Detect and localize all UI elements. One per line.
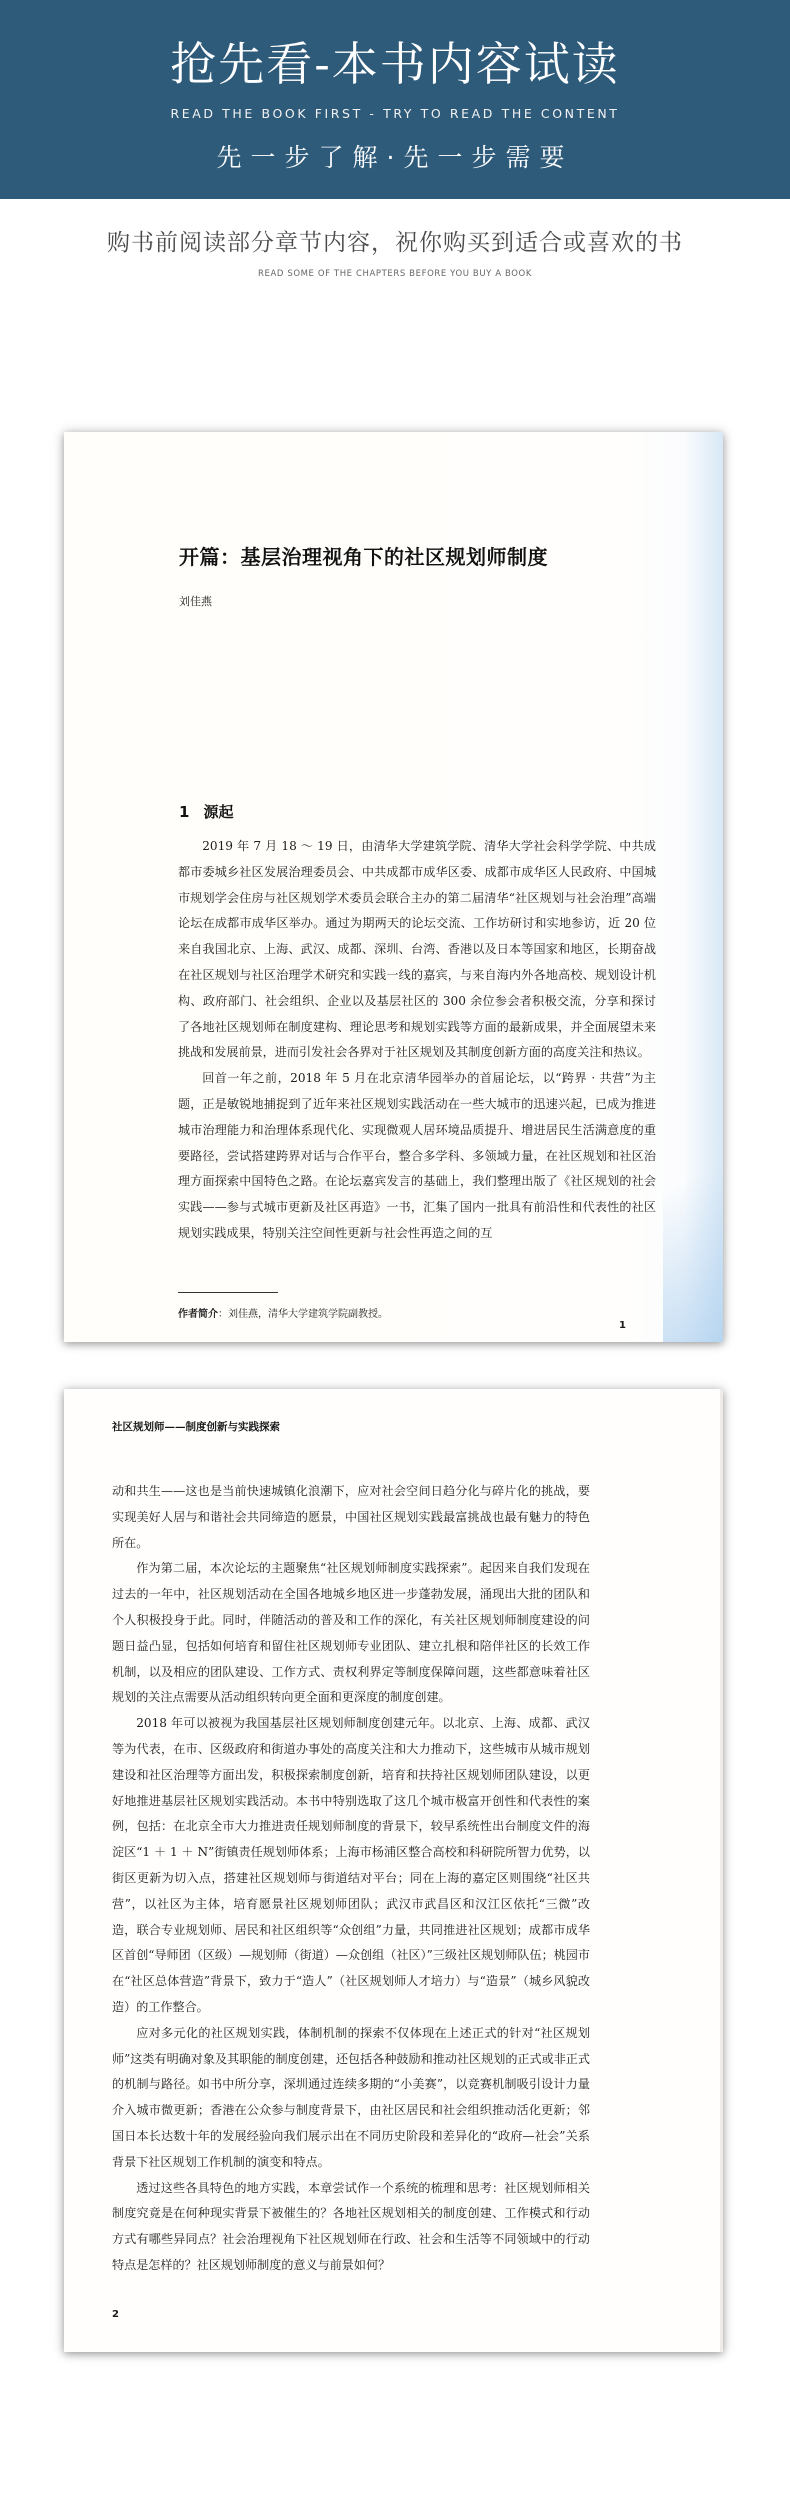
page-edge-glow	[663, 1142, 723, 1342]
section-number: 1	[179, 803, 190, 821]
paragraph: 应对多元化的社区规划实践，体制机制的探索不仅体现在上述正式的针对“社区规划师”这类有明确对象及其职能的制度创建，还包括各种鼓励和推动社区规划的正式或非正式的机制与路径。如书中所分享，深圳通过连续多期的“小美赛”，以竞赛机制吸引设计力量介入城市微更新；香港在公众参与制度背景下，由社区居民和社会组织推动活化更新；邻国日本长达数十年的发展经验向我们展示出在不同历史阶段和差异化的“政府—社会”关系背景下社区规划工作机制的演变和特点。	[112, 2025, 590, 2169]
page2-body	[112, 1479, 590, 2279]
paragraph: 透过这些各具特色的地方实践，本章尝试作一个系统的梳理和思考：社区规划师相关制度究竟是在何种现实背景下被催生的？各地社区规划相关的制度创建、工作模式和行动方式有哪些异同点？社会治理视角下社区规划师在行政、社会和生活等不同领域中的行动特点是怎样的？社区规划师制度的意义与前景如何？	[112, 2180, 590, 2272]
paragraph: 2018 年可以被视为我国基层社区规划师制度创建元年。以北京、上海、成都、武汉等为代表，在市、区级政府和街道办事处的高度关注和大力推动下，这些城市从城市规划建设和社区治理等方面出发，积极探索制度创新，培育和扶持社区规划师团队建设，以更好地推进基层社区规划实践活动。本书中特别选取了这几个城市极富开创性和代表性的案例，包括：在北京全市大力推进责任规划师制度的背景下，较早系统性出台制度文件的海淀区“1 ＋ 1 ＋ N”街镇责任规划师体系；上海市杨浦区整合高校和科研院所智力优势，以街区更新为切入点，搭建社区规划师与街道结对平台；同在上海的嘉定区则围绕“社区共营”，以社区为主体，培育愿景社区规划师团队；武汉市武昌区和汉江区依托“三微”改造，联合专业规划师、居民和社区组织等“众创组”力量，共同推进社区规划；成都市成华区首创“导师团（区级）—规划师（街道）—众创组（社区）”三级社区规划师队伍；桃园市在“社区总体营造”背景下，致力于“造人”（社区规划师人才培力）与“造景”（城乡风貌改造）的工作整合。	[112, 1716, 590, 2014]
book-page-1	[64, 432, 723, 1342]
book-page-2	[64, 1389, 723, 2352]
footnote	[178, 1305, 388, 1320]
paragraph: 回首一年之前，2018 年 5 月在北京清华园举办的首届论坛，以“跨界 · 共营”为主题，正是敏锐地捕捉到了近年来社区规划实践活动在一些大城市的迅速兴起，已成为推进城市治理能力和治理体系现代化、实现微观人居环境品质提升、增进居民生活满意度的重要路径，尝试搭建跨界对话与合作平台，整合多学科、多领域力量，在社区规划和社区治理方面探索中国特色之路。在论坛嘉宾发言的基础上，我们整理出版了《社区规划的社会实践——参与式城市更新及社区再造》一书，汇集了国内一批具有前沿性和代表性的社区规划实践成果，特别关注空间性更新与社会性再造之间的互	[178, 1071, 656, 1240]
page1-body	[178, 834, 656, 1247]
footnote-divider	[178, 1292, 278, 1293]
preview-banner	[0, 0, 790, 199]
page-number: 1	[619, 1320, 626, 1331]
banner-slogan: 先一步了解·先一步需要	[216, 143, 574, 172]
intro-text-en: READ SOME OF THE CHAPTERS BEFORE YOU BUY A BOOK	[257, 269, 532, 279]
banner-subtitle-en: READ THE BOOK FIRST - TRY TO READ THE CONTENT	[170, 106, 620, 121]
author-name: 刘佳燕	[179, 595, 212, 608]
section-title: 源起	[203, 803, 234, 821]
chapter-title: 开篇：基层治理视角下的社区规划师制度	[179, 545, 548, 569]
footnote-text: ：刘佳燕，清华大学建筑学院副教授。	[218, 1309, 388, 1320]
paragraph-continuation: 动和共生——这也是当前快速城镇化浪潮下，应对社会空间日趋分化与碎片化的挑战，要实现美好人居与和谐社会共同缔造的愿景，中国社区规划实践最富挑战也最有魅力的特色所在。	[112, 1484, 590, 1550]
footnote-label: 作者简介	[178, 1309, 218, 1320]
page-number: 2	[112, 2309, 119, 2320]
banner-title: 抢先看-本书内容试读	[170, 37, 620, 91]
running-header: 社区规划师——制度创新与实践探索	[112, 1421, 280, 1433]
paragraph: 作为第二届，本次论坛的主题聚焦“社区规划师制度实践探索”。起因来自我们发现在过去的一年中，社区规划活动在全国各地城乡地区进一步蓬勃发展，涌现出大批的团队和个人积极投身于此。同时，伴随活动的普及和工作的深化，有关社区规划师制度建设的问题日益凸显，包括如何培育和留住社区规划师专业团队、建立扎根和陪伴社区的长效工作机制，以及相应的团队建设、工作方式、责权利界定等制度保障问题，这些都意味着社区规划的关注点需要从活动组织转向更全面和更深度的制度创建。	[112, 1561, 590, 1705]
section-heading	[179, 801, 233, 822]
intro-text-cn: 购书前阅读部分章节内容，祝你购买到适合或喜欢的书	[107, 230, 683, 256]
paragraph: 2019 年 7 月 18 ～ 19 日，由清华大学建筑学院、清华大学社会科学学院、中共成都市委城乡社区发展治理委员会、中共成都市成华区委、成都市成华区人民政府、中国城市规划学会住房与社区规划学术委员会联合主办的第二届清华“社区规划与社会治理”高端论坛在成都市成华区举办。通过为期两天的论坛交流、工作坊研讨和实地参访，近 20 位来自我国北京、上海、武汉、成都、深圳、台湾、香港以及日本等国家和地区，长期奋战在社区规划与社区治理学术研究和实践一线的嘉宾，与来自海内外各地高校、规划设计机构、政府部门、社会组织、企业以及基层社区的 300 余位参会者积极交流，分享和探讨了各地社区规划师在制度建构、理论思考和规划实践等方面的最新成果，并全面展望未来挑战和发展前景，进而引发社会各界对于社区规划及其制度创新方面的高度关注和热议。	[178, 839, 656, 1060]
